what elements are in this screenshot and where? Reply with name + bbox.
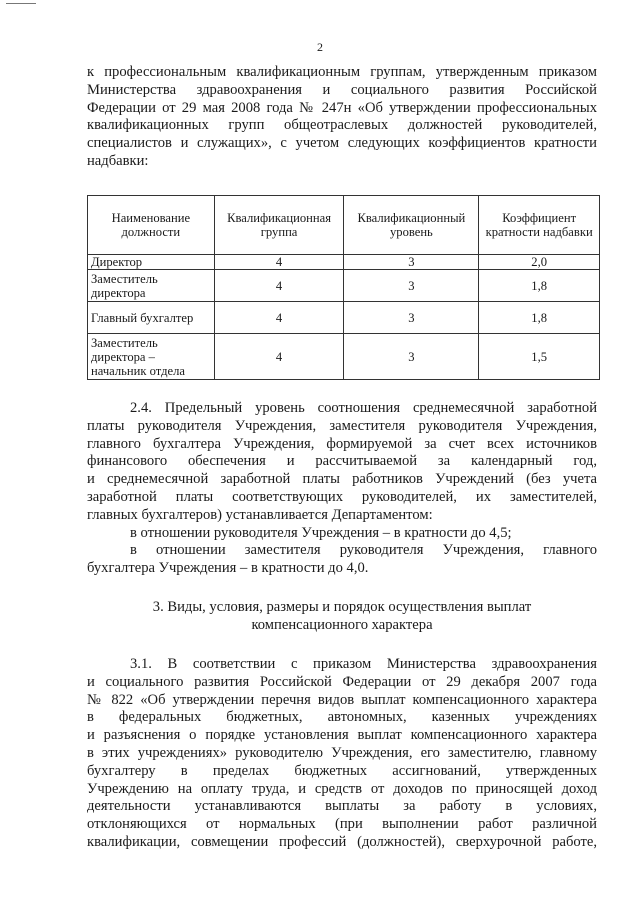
- text-line: и социального развития Российской Федерации от 29 декабря 2007 года: [87, 673, 597, 690]
- text-line: Министерства здравоохранения и социального развития Российской: [87, 81, 597, 98]
- cell-position: Заместитель директора: [88, 270, 215, 302]
- table-row: [88, 334, 600, 380]
- text-line: заработной платы соответствующих руководителей, их заместителей,: [87, 488, 597, 505]
- text-line: 2.4. Предельный уровень соотношения среднемесячной заработной: [130, 400, 597, 416]
- cell-level: 3: [344, 302, 479, 334]
- text-line: № 822 «Об утверждении перечня видов выплат компенсационного характера: [87, 691, 597, 708]
- text-line: квалификации, совмещении профессий (должностей), сверхурочной работе,: [87, 833, 597, 850]
- cell-group: 4: [214, 334, 344, 380]
- text-line: Федерации от 29 мая 2008 года № 247н «Об утверждении профессиональных: [87, 99, 597, 116]
- cell-coefficient: 1,8: [479, 302, 600, 334]
- section-3-1-paragraph: [87, 656, 597, 852]
- cell-coefficient: 2,0: [479, 255, 600, 270]
- text-line: бухгалтеру в пределах бюджетных ассигнований, утвержденных: [87, 762, 597, 779]
- text-line: в отношении заместителя руководителя Учреждения, главного: [130, 542, 597, 559]
- cell-position: Заместитель директора – начальник отдела: [88, 334, 215, 380]
- cell-coefficient: 1,8: [479, 270, 600, 302]
- cell-position: Главный бухгалтер: [88, 302, 215, 334]
- text-line: деятельности устанавливаются выплаты за работу в условиях,: [87, 798, 597, 815]
- section-3-title: [87, 599, 597, 635]
- text-line: финансового обеспечения и рассчитываемой за календарный год,: [87, 453, 597, 470]
- header-position: Наименование должности: [88, 196, 215, 255]
- text-line: в этих учреждениях» руководителю Учреждения, его заместителю, главному: [87, 744, 597, 761]
- header-coefficient: Коэффициент кратности надбавки: [479, 196, 600, 255]
- header-group: Квалификационная группа: [214, 196, 344, 255]
- cell-coefficient: 1,5: [479, 334, 600, 380]
- text-line: надбавки:: [87, 152, 149, 169]
- text-line: квалификационных групп общеотраслевых должностей руководителей,: [87, 117, 597, 134]
- cell-group: 4: [214, 302, 344, 334]
- ratio-director: в отношении руководителя Учреждения – в кратности до 4,5;: [130, 524, 512, 541]
- text-line: в федеральных бюджетных, автономных, казенных учреждениях: [87, 709, 597, 726]
- text-line: отклоняющихся от нормальных (при выполнении работ различной: [87, 816, 597, 833]
- cell-position: Директор: [88, 255, 215, 270]
- text-line: главных бухгалтеров) устанавливается Департаментом:: [87, 506, 433, 523]
- text-line: бухгалтера Учреждения – в кратности до 4,0.: [87, 560, 369, 577]
- page-number: 2: [317, 40, 323, 54]
- header-level: Квалификационный уровень: [344, 196, 479, 255]
- cell-level: 3: [344, 255, 479, 270]
- text-line: главного бухгалтера Учреждения, формируемой за счет всех источников: [87, 435, 597, 452]
- cell-level: 3: [344, 270, 479, 302]
- title-line: компенсационного характера: [251, 616, 433, 633]
- title-line: 3. Виды, условия, размеры и порядок осуществления выплат: [152, 599, 532, 615]
- coefficient-table: [87, 195, 600, 380]
- text-line: и среднемесячной заработной платы работников Учреждений (без учета: [87, 471, 597, 488]
- cell-group: 4: [214, 255, 344, 270]
- scan-mark: [6, 3, 36, 4]
- text-line: к профессиональным квалификационным группам, утвержденным приказом: [87, 64, 597, 80]
- text-line: платы руководителя Учреждения, заместителя руководителя Учреждения,: [87, 417, 597, 434]
- intro-paragraph: [87, 64, 597, 171]
- text-line: и разъяснения о порядке установления выплат компенсационного характера: [87, 727, 597, 744]
- cell-group: 4: [214, 270, 344, 302]
- section-2-4-paragraph: [87, 400, 597, 578]
- table-row: [88, 302, 600, 334]
- table-row: [88, 255, 600, 270]
- text-line: специалистов и служащих», с учетом следующих коэффициентов кратности: [87, 135, 597, 152]
- cell-level: 3: [344, 334, 479, 380]
- table-row: [88, 270, 600, 302]
- text-line: Учреждению на оплату труда, и средств от доходов по приносящей доход: [87, 780, 597, 797]
- text-line: 3.1. В соответствии с приказом Министерства здравоохранения: [130, 656, 597, 672]
- table-header-row: [88, 196, 600, 255]
